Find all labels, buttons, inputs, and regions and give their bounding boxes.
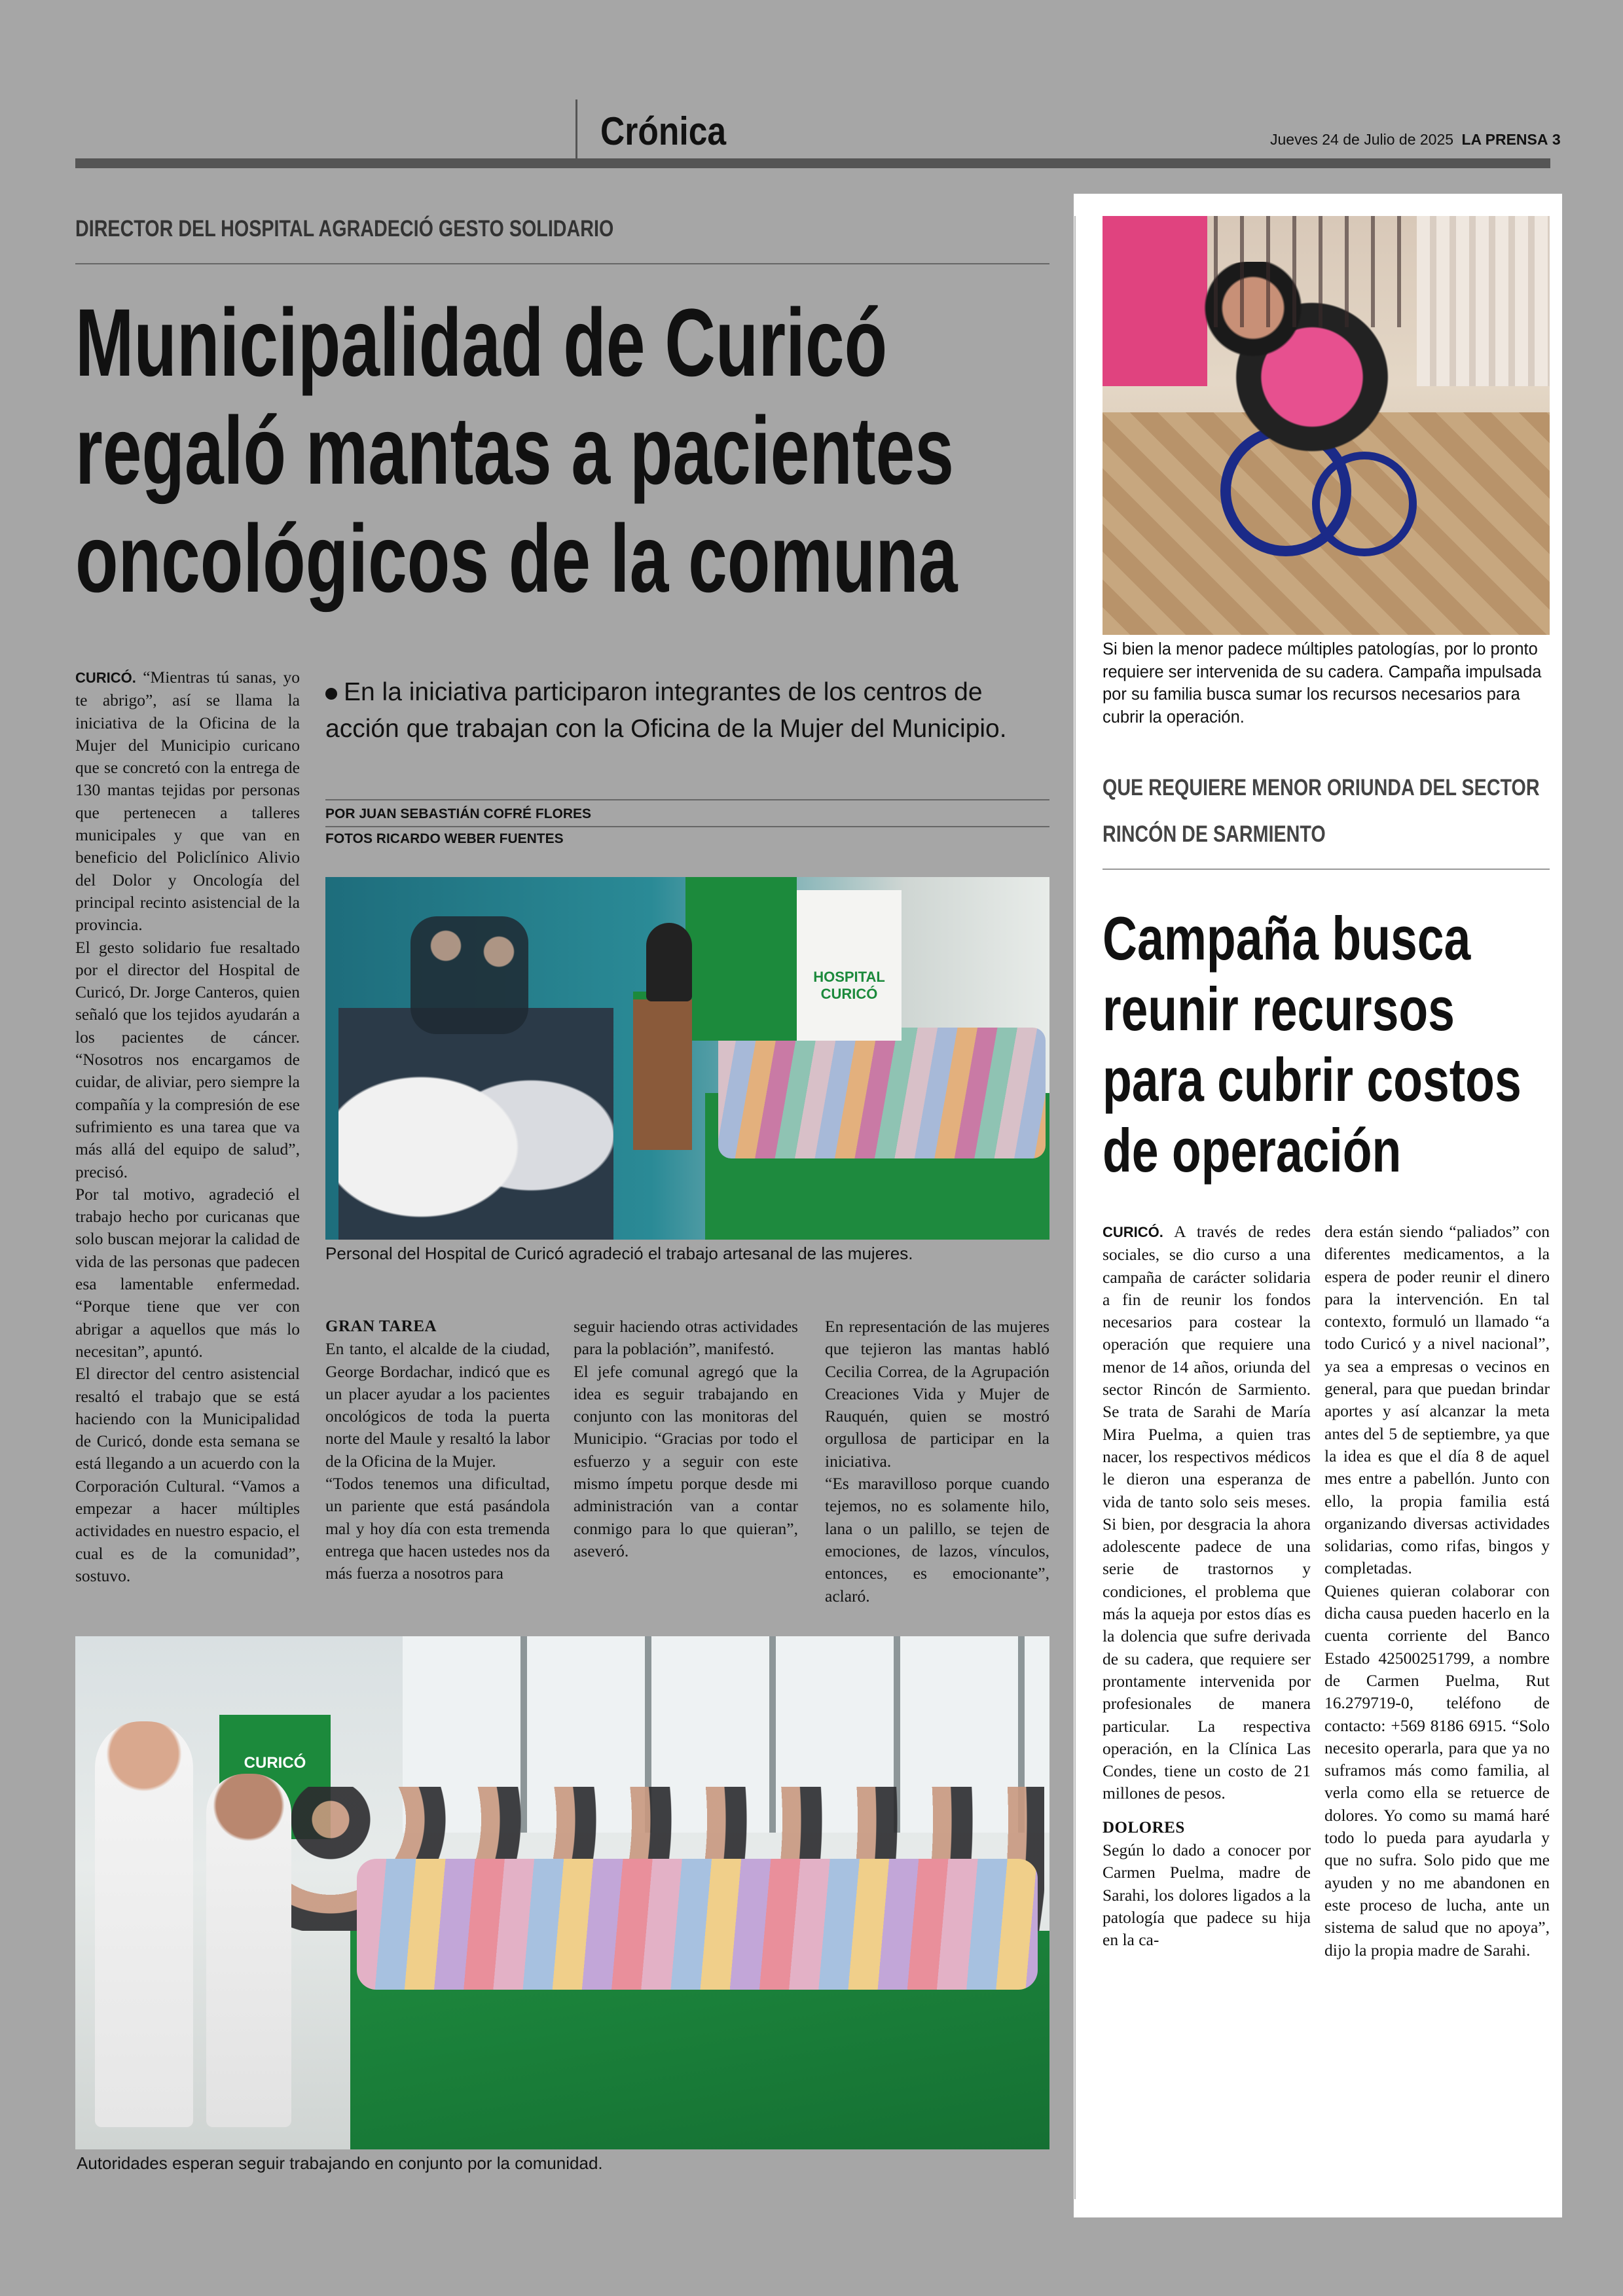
paragraph: Por tal motivo, agradeció el trabajo hecho por curicanas que solo buscan mejorar la calidad de vida de las personas que padecen esa lamentable enfermedad. “Porque tiene que ver con abrigar a aquellos que más lo necesitan”, apuntó.	[75, 1184, 300, 1361]
header-rule	[75, 158, 1550, 168]
article2-kicker-line-2: RINCÓN DE SARMIENTO	[1103, 821, 1326, 847]
pink-wall	[1103, 216, 1207, 386]
hospital-banner	[685, 877, 797, 1041]
curtain	[1417, 216, 1550, 386]
sidebar-left-rule	[1074, 216, 1076, 2199]
bullet-icon	[325, 688, 337, 700]
paragraph: A través de redes sociales, se dio curso a una campaña de carácter solidaria a fin de reunir los fondos necesarios para costear la operación que requiere una menor de 14 años, oriunda del sector Rincón de Sarmiento. Se trata de Sarahi de María Mira Puelma, a quien tras nacer, los respectivos médicos le dieron una esperanza de vida de tanto solo seis meses. Si bien, por desgracia la ahora adolescente padece de una serie de trastornos y condiciones, el problema que más la aqueja por estos días es la dolencia que sufre derivada de su cadera, que requiere ser prontamente intervenida por profesionales de manera particular. La respectiva operación, en la Clínica Las Condes, tiene un costo de 21 millones de pesos.	[1103, 1222, 1311, 1803]
article1-summary	[325, 674, 1039, 747]
headline2-line-4: de operación	[1103, 1116, 1402, 1185]
paragraph: dera están siendo “paliados” con diferentes medicamentos, a la espera de poder reunir el dinero para la intervención. En tal contexto, formuló un llamado “a todo Curicó y a nivel nacional”, ya sea a empresas o vecinos en general, para que puedan brindar aportes y así alcanzar la meta antes del 5 de septiembre, ya que la idea es que el día 8 de aquel mes entre a pabellón. Junto con ello, la propia familia está organizando diversas actividades solidarias, como rifas, bingos y completadas.	[1324, 1222, 1550, 1578]
headline2-line-2: reunir recursos	[1103, 975, 1455, 1043]
chair-backs	[1214, 216, 1410, 327]
paragraph: “Mientras tú sanas, yo te abrigo”, así se llama la iniciativa de la Oficina de la Mujer del Municipio curicano que se concretó con la entrega de 130 mantas tejidas por personas que pertenecen a talleres municipales y que van en beneficio del Policlínico Alivio del Dolor y Oncología del principal recinto asistencial de la provincia.	[75, 668, 301, 935]
subhead-gran-tarea: GRAN TAREA	[325, 1318, 437, 1335]
paragraph: El director del centro asistencial resaltó el trabajo que se está haciendo con la Municipalidad de Curicó, donde esta semana se está llegando a un acuerdo con la Corporación Cultural. “Vamos a empezar a hacer múltiples actividades en nuestro espacio, el cual es de la comunidad”, sostuvo.	[75, 1364, 300, 1585]
paragraph: Según lo dado a conocer por Carmen Puelma, madre de Sarahi, los dolores ligados a la patología que padece su hija en la ca-	[1103, 1840, 1311, 1950]
article1-column-3	[574, 1316, 798, 1562]
byline: POR JUAN SEBASTIÁN COFRÉ FLORES	[325, 806, 592, 821]
knitted-blankets	[718, 1028, 1046, 1158]
doctor-white-coat	[95, 1721, 193, 2127]
nurse-white-coat	[206, 1774, 291, 2127]
summary-text: En la iniciativa participaron integrantes de los centros de acción que trabajan con la Oficina de la Mujer del Municipio.	[325, 678, 1007, 743]
article2-column-2	[1324, 1221, 1550, 1962]
article1-column-2	[325, 1316, 550, 1585]
paper-name: LA PRENSA	[1461, 131, 1548, 148]
issue-date: Jueves 24 de Julio de 2025	[1270, 131, 1454, 148]
headline-line-1: Municipalidad de Curicó	[75, 289, 888, 397]
audience-seated	[338, 1008, 613, 1240]
sidebar-photo-caption: Si bien la menor padece múltiples patologías, por lo pronto requiere ser intervenida de su cadera. Campaña impulsada por su familia busca sumar los recursos necesarios para cubrir la operación.	[1103, 640, 1542, 726]
photo-girl-wheelchair	[1103, 216, 1550, 635]
byline-rule-mid	[325, 826, 1049, 827]
speaker	[646, 923, 692, 1001]
headline-line-3: oncológicos de la comuna	[75, 505, 958, 613]
podium	[633, 992, 692, 1150]
page-number: 3	[1552, 131, 1561, 148]
paragraph: Quienes quieran colaborar con dicha causa pueden hacerlo en la cuenta corriente del Banco Estado 42500251799, a nombre de Carmen Puelma, Rut 16.279719-0, teléfono de contacto: +569 8186 6915. “Solo necesito operarla, para que ya no suframos más como familia, al verla como ella se retuerce de dolores. Yo como su mamá haré todo lo pueda para ayudarla y que no sufra. Solo pido que me ayuden y no me abandonen en este proceso de lucha, ante un sistema de salud que no apoya”, dijo la propia madre de Sarahi.	[1324, 1581, 1550, 1960]
photo1-caption: Personal del Hospital de Curicó agradeció el trabajo artesanal de las mujeres.	[325, 1244, 913, 1263]
article2-headline	[1103, 903, 1623, 1186]
paragraph: “Es maravilloso porque cuando tejemos, no es solamente hilo, lana o un palillo, se tejen de emociones, de lazos, vínculos, entonces, es emocionante”, aclaró.	[825, 1474, 1049, 1605]
article1-column-1	[75, 666, 300, 1587]
photo-credit: FOTOS RICARDO WEBER FUENTES	[325, 831, 564, 846]
section-divider	[575, 99, 577, 160]
article2-kicker-line-1: QUE REQUIERE MENOR ORIUNDA DEL SECTOR	[1103, 775, 1540, 800]
headline2-line-3: para cubrir costos	[1103, 1045, 1522, 1114]
standing-people	[410, 916, 528, 1034]
photo2-caption: Autoridades esperan seguir trabajando en conjunto por la comunidad.	[77, 2153, 603, 2173]
curico-banner-text: CURICÓ	[244, 1754, 306, 1772]
photo-hospital-ceremony	[325, 877, 1049, 1240]
paragraph: El jefe comunal agregó que la idea es seguir trabajando en conjunto con las monitoras del Municipio. “Gracias por todo el esfuerzo y a seguir con este mismo ímpetu porque desde mi administración van a contar conmigo para lo que quieran”, aseveró.	[574, 1361, 798, 1560]
article1-kicker: DIRECTOR DEL HOSPITAL AGRADECIÓ GESTO SOLIDARIO	[75, 216, 614, 242]
headline2-line-1: Campaña busca	[1103, 904, 1471, 973]
paragraph: En tanto, el alcalde de la ciudad, George Bordachar, indicó que es un placer ayudar a los pacientes oncológicos de toda la puerta norte del Maule y resaltó la labor de la Oficina de la Mujer.	[325, 1339, 550, 1471]
page-info	[1270, 131, 1561, 149]
paragraph: El gesto solidario fue resaltado por el director del Hospital de Curicó, Dr. Jorge Canteros, quien señaló que los tejidos ayudarán a los pacientes de cáncer. “Nosotros nos encargamos de cuidar, de aliviar, pero siempre la compañía y la compresión de ese sufrimiento es una tarea que va más allá del equipo de salud”, precisó.	[75, 937, 300, 1181]
dateline: CURICÓ.	[1103, 1224, 1163, 1240]
hospital-sign-text: HOSPITAL CURICÓ	[813, 969, 885, 1002]
article1-kicker-rule	[75, 263, 1049, 264]
article2-column-1	[1103, 1221, 1311, 1952]
headline-line-2: regaló mantas a pacientes	[75, 397, 954, 505]
byline-rule-top	[325, 799, 1049, 800]
blankets-pile	[357, 1859, 1038, 1990]
subhead-dolores: DOLORES	[1103, 1818, 1185, 1837]
paragraph: seguir haciendo otras actividades para la población”, manifestó.	[574, 1317, 798, 1359]
paragraph: “Todos tenemos una dificultad, un pariente que está pasándola mal y hoy día con esta tremenda entrega que hacen ustedes nos da más fuerza a nosotros para	[325, 1474, 550, 1583]
article1-column-4	[825, 1316, 1049, 1607]
paragraph: En representación de las mujeres que tejieron las mantas habló Cecilia Correa, de la Agrupación Creaciones Vida y Mujer de Rauquén, quien se mostró orgullosa de participar en la iniciativa.	[825, 1317, 1049, 1471]
article2-kicker-rule	[1103, 869, 1550, 870]
section-label: Crónica	[600, 109, 727, 153]
photo-group-blankets	[75, 1636, 1049, 2149]
dateline: CURICÓ.	[75, 670, 136, 686]
hospital-sign	[797, 890, 902, 1041]
